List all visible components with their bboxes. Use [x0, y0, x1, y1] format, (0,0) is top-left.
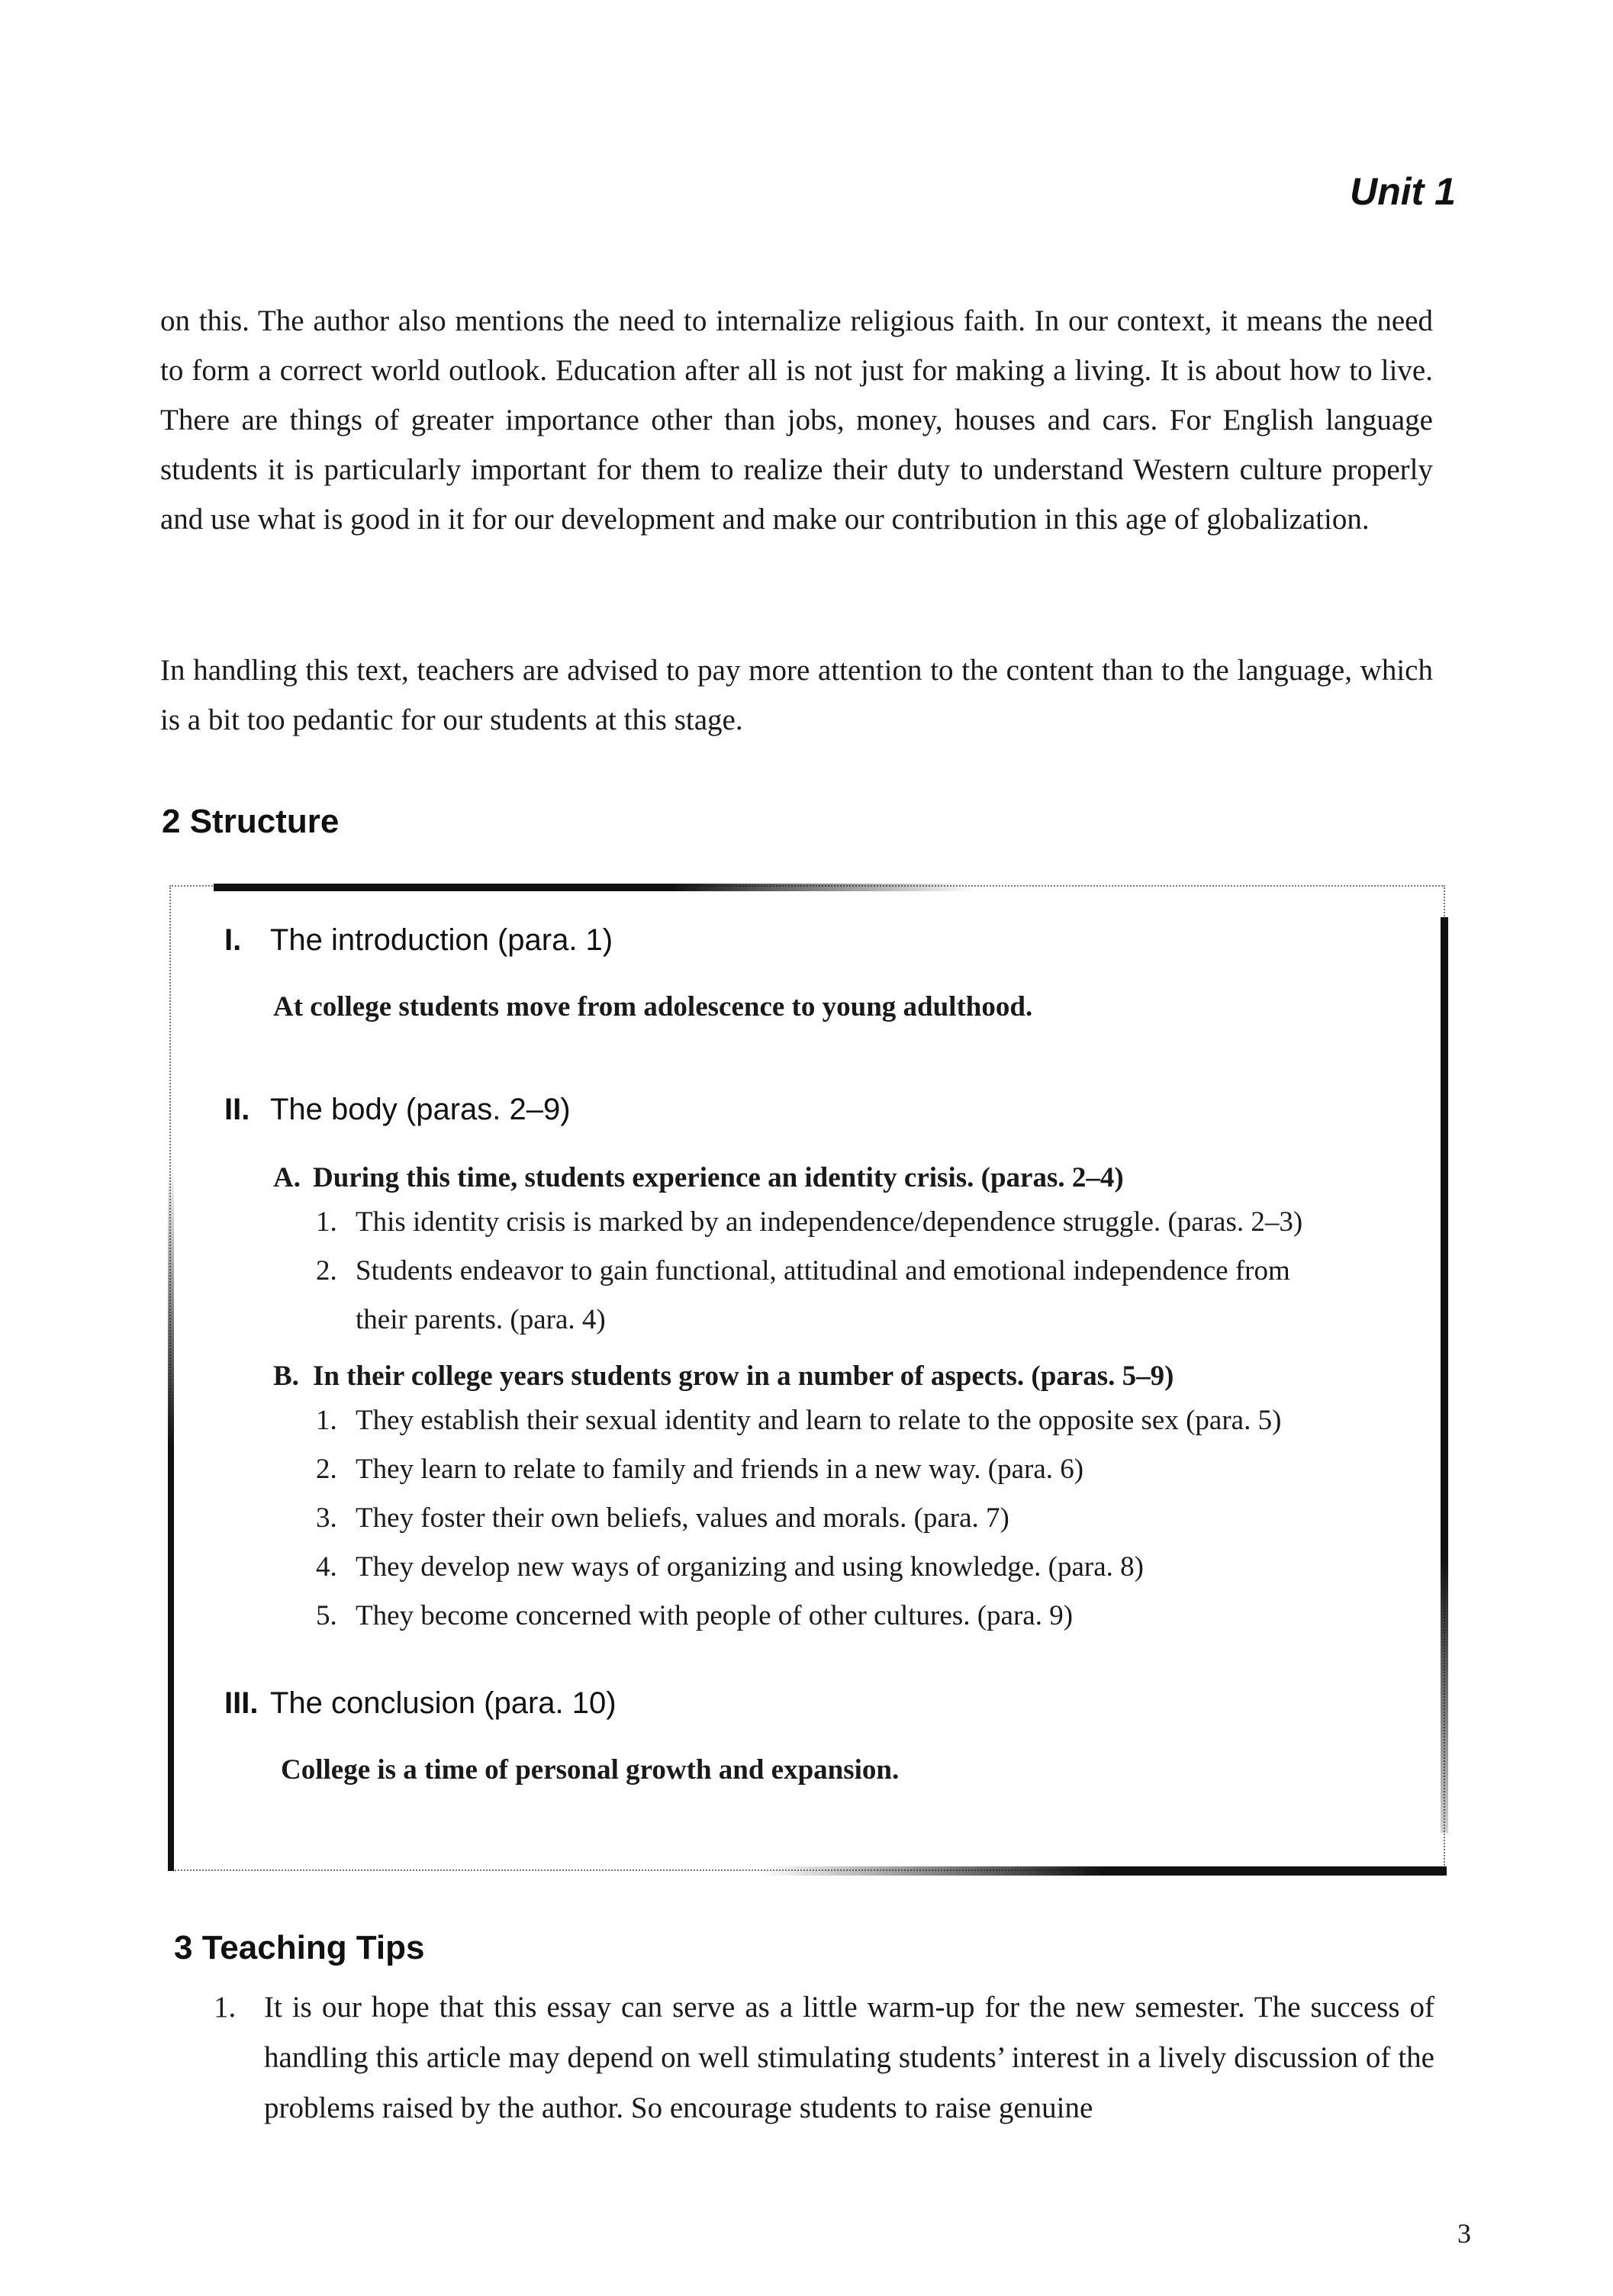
unit-heading: Unit 1 [1350, 170, 1456, 213]
item-number: 2. [316, 1454, 337, 1485]
outline-section-introduction [224, 923, 613, 958]
list-item [316, 1247, 1438, 1344]
item-text: They learn to relate to family and friends in a new way. (para. 6) [356, 1454, 1084, 1485]
section-summary: At college students move from adolescence to young adulthood. [273, 991, 1033, 1022]
item-text: This identity crisis is marked by an independence/dependence struggle. (paras. 2–3) [356, 1206, 1303, 1238]
structure-heading: 2 Structure [162, 803, 340, 840]
section-numeral: I. [224, 923, 242, 957]
section-numeral: III. [224, 1686, 259, 1720]
item-number: 2. [316, 1255, 337, 1286]
list-item [316, 1198, 1438, 1247]
list-item [316, 1543, 1438, 1592]
subsection-a-heading [273, 1161, 1124, 1194]
subsection-title: In their college years students grow in a number of aspects. (paras. 5–9) [313, 1361, 1174, 1392]
list-item [316, 1592, 1438, 1641]
item-number: 4. [316, 1551, 337, 1583]
subsection-title: During this time, students experience an identity crisis. (paras. 2–4) [313, 1162, 1124, 1193]
tip-text: It is our hope that this essay can serve as a little warm-up for the new semester. The success of handling this article may depend on well stimulating students’ interest in a lively discussion of the problems raised by the author. So encourage students to raise genuine [264, 1991, 1434, 2124]
list-item [316, 1445, 1438, 1494]
advice-paragraph: In handling this text, teachers are advised to pay more attention to the content than to the language, which is a bit too pedantic for our students at this stage. [160, 654, 1433, 736]
page-number: 3 [1457, 2218, 1471, 2249]
subsection-letter: B. [273, 1361, 299, 1392]
outline-section-conclusion [224, 1686, 617, 1721]
item-number: 1. [316, 1206, 337, 1238]
teaching-tips-list [214, 1982, 1434, 2133]
item-number: 5. [316, 1600, 337, 1631]
item-text: They develop new ways of organizing and using knowledge. (para. 8) [356, 1551, 1144, 1583]
box-bottom-border [760, 1866, 1447, 1876]
section-numeral: II. [224, 1093, 250, 1126]
section-title: The introduction (para. 1) [270, 923, 613, 957]
outline-section-body [224, 1093, 571, 1127]
section-summary: College is a time of personal growth and expansion. [281, 1754, 900, 1786]
item-text: They become concerned with people of other cultures. (para. 9) [356, 1600, 1074, 1631]
box-top-border [214, 884, 977, 891]
box-right-border [1441, 917, 1448, 1833]
teaching-tips-heading: 3 Teaching Tips [174, 1929, 425, 1966]
item-text: They establish their sexual identity and learn to relate to the opposite sex (para. 5) [356, 1405, 1282, 1436]
item-number: 3. [316, 1502, 337, 1534]
subsection-letter: A. [273, 1162, 301, 1193]
box-left-border [168, 1161, 174, 1871]
tip-item [214, 1982, 1434, 2133]
item-text: They foster their own beliefs, values and morals. (para. 7) [356, 1502, 1009, 1534]
list-item [316, 1494, 1438, 1543]
item-text: Students endeavor to gain functional, attitudinal and emotional independence from [356, 1255, 1290, 1286]
structure-outline-box [169, 885, 1445, 1871]
item-number: 1. [316, 1405, 337, 1436]
item-text-continuation: their parents. (para. 4) [356, 1304, 606, 1335]
section-title: The conclusion (para. 10) [270, 1686, 617, 1720]
intro-paragraph: on this. The author also mentions the need to internalize religious faith. In our context, it means the need to form a correct world outlook. Education after all is not just for making a living. It is about how to live. There are things of greater importance other than jobs, money, houses and cars. For English language students it is particularly important for them to realize their duty to understand Western culture properly and use what is good in it for our development and make our contribution in this age of globalization. [160, 304, 1433, 536]
subsection-b-heading [273, 1360, 1174, 1393]
section-title: The body (paras. 2–9) [270, 1093, 571, 1126]
list-item [316, 1396, 1438, 1445]
tip-number: 1. [214, 1991, 237, 2024]
